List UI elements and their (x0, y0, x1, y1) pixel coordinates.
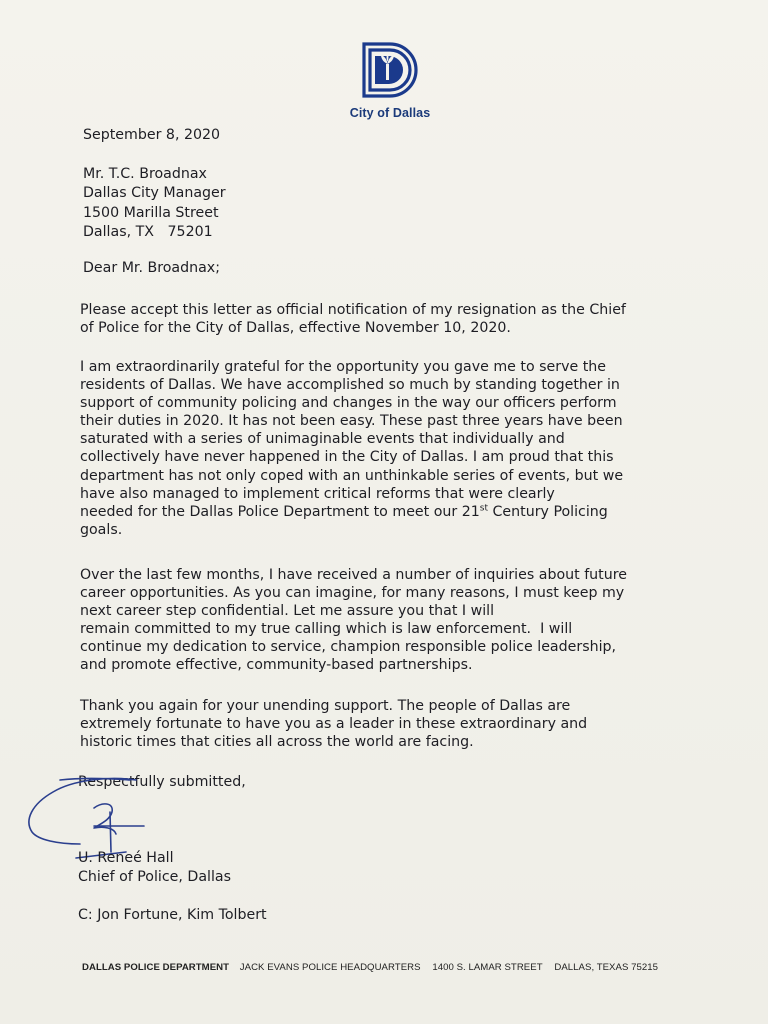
salutation: Dear Mr. Broadnax; (83, 260, 220, 276)
footer-department: DALLAS POLICE DEPARTMENT (82, 962, 230, 973)
paragraph-line: and promote effective, community-based partnerships. (80, 657, 473, 674)
paragraph-line: career opportunities. As you can imagine, for many reasons, I must keep my (80, 585, 625, 602)
recipient-title: Dallas City Manager (83, 185, 226, 202)
paragraph-line-text: needed for the Dallas Police Department to meet our 21 (80, 503, 480, 520)
city-of-dallas-logo-icon (360, 40, 420, 100)
paragraph-line: collectively have never happened in the City of Dallas. I am proud that this (80, 449, 614, 466)
paragraph-line: saturated with a series of unimaginable events that individually and (80, 431, 565, 448)
footer-building: JACK EVANS POLICE HEADQUARTERS (239, 962, 421, 973)
paragraph-line: I am extraordinarily grateful for the opportunity you gave me to serve the (80, 359, 607, 375)
recipient-street: 1500 Marilla Street (83, 204, 219, 221)
body-paragraph-2 (80, 358, 680, 539)
paragraph-line: goals. (80, 521, 123, 538)
paragraph-line (80, 503, 680, 521)
carbon-copy: C: Jon Fortune, Kim Tolbert (78, 907, 267, 923)
paragraph-line: Please accept this letter as official notification of my resignation as the Chief (80, 302, 626, 318)
paragraph-line: department has not only coped with an unthinkable series of events, but we (80, 467, 624, 484)
paragraph-line: continue my dedication to service, champion responsible police leadership, (80, 639, 617, 656)
paragraph-line: of Police for the City of Dallas, effective November 10, 2020. (80, 320, 511, 337)
body-paragraph-1 (80, 301, 680, 337)
paragraph-line: extremely fortunate to have you as a leader in these extraordinary and (80, 716, 588, 733)
paragraph-line: residents of Dallas. We have accomplished so much by standing together in (80, 377, 620, 394)
signer-title: Chief of Police, Dallas (78, 869, 232, 885)
paragraph-line: historic times that cities all across the world are facing. (80, 734, 474, 751)
paragraph-line-text: Century Policing (488, 503, 608, 520)
body-paragraph-3 (80, 566, 680, 675)
closing: Respectfully submitted, (78, 774, 246, 790)
ordinal-suffix: st (479, 503, 489, 514)
footer-street: 1400 S. LAMAR STREET (432, 962, 543, 973)
recipient-name: Mr. T.C. Broadnax (83, 166, 207, 182)
signer-name: U. Reneé Hall (78, 850, 174, 866)
paragraph-line: Thank you again for your unending support. The people of Dallas are (80, 698, 571, 714)
body-paragraph-4 (80, 697, 680, 751)
recipient-address (83, 165, 226, 242)
paragraph-line: remain committed to my true calling which is law enforcement. I will (80, 621, 573, 638)
footer-city: DALLAS, TEXAS 75215 (554, 962, 659, 973)
paragraph-line: have also managed to implement critical reforms that were clearly (80, 485, 555, 502)
paragraph-line: their duties in 2020. It has not been easy. These past three years have been (80, 413, 623, 430)
paragraph-line: next career step confidential. Let me assure you that I will (80, 603, 495, 620)
letter-footer (82, 962, 658, 973)
logo-caption: City of Dallas (349, 106, 431, 120)
paragraph-line: Over the last few months, I have received a number of inquiries about future (80, 567, 627, 583)
paragraph-line: support of community policing and changes in the way our officers perform (80, 395, 617, 412)
recipient-city: Dallas, TX 75201 (83, 223, 213, 240)
letter-date: September 8, 2020 (83, 127, 221, 143)
